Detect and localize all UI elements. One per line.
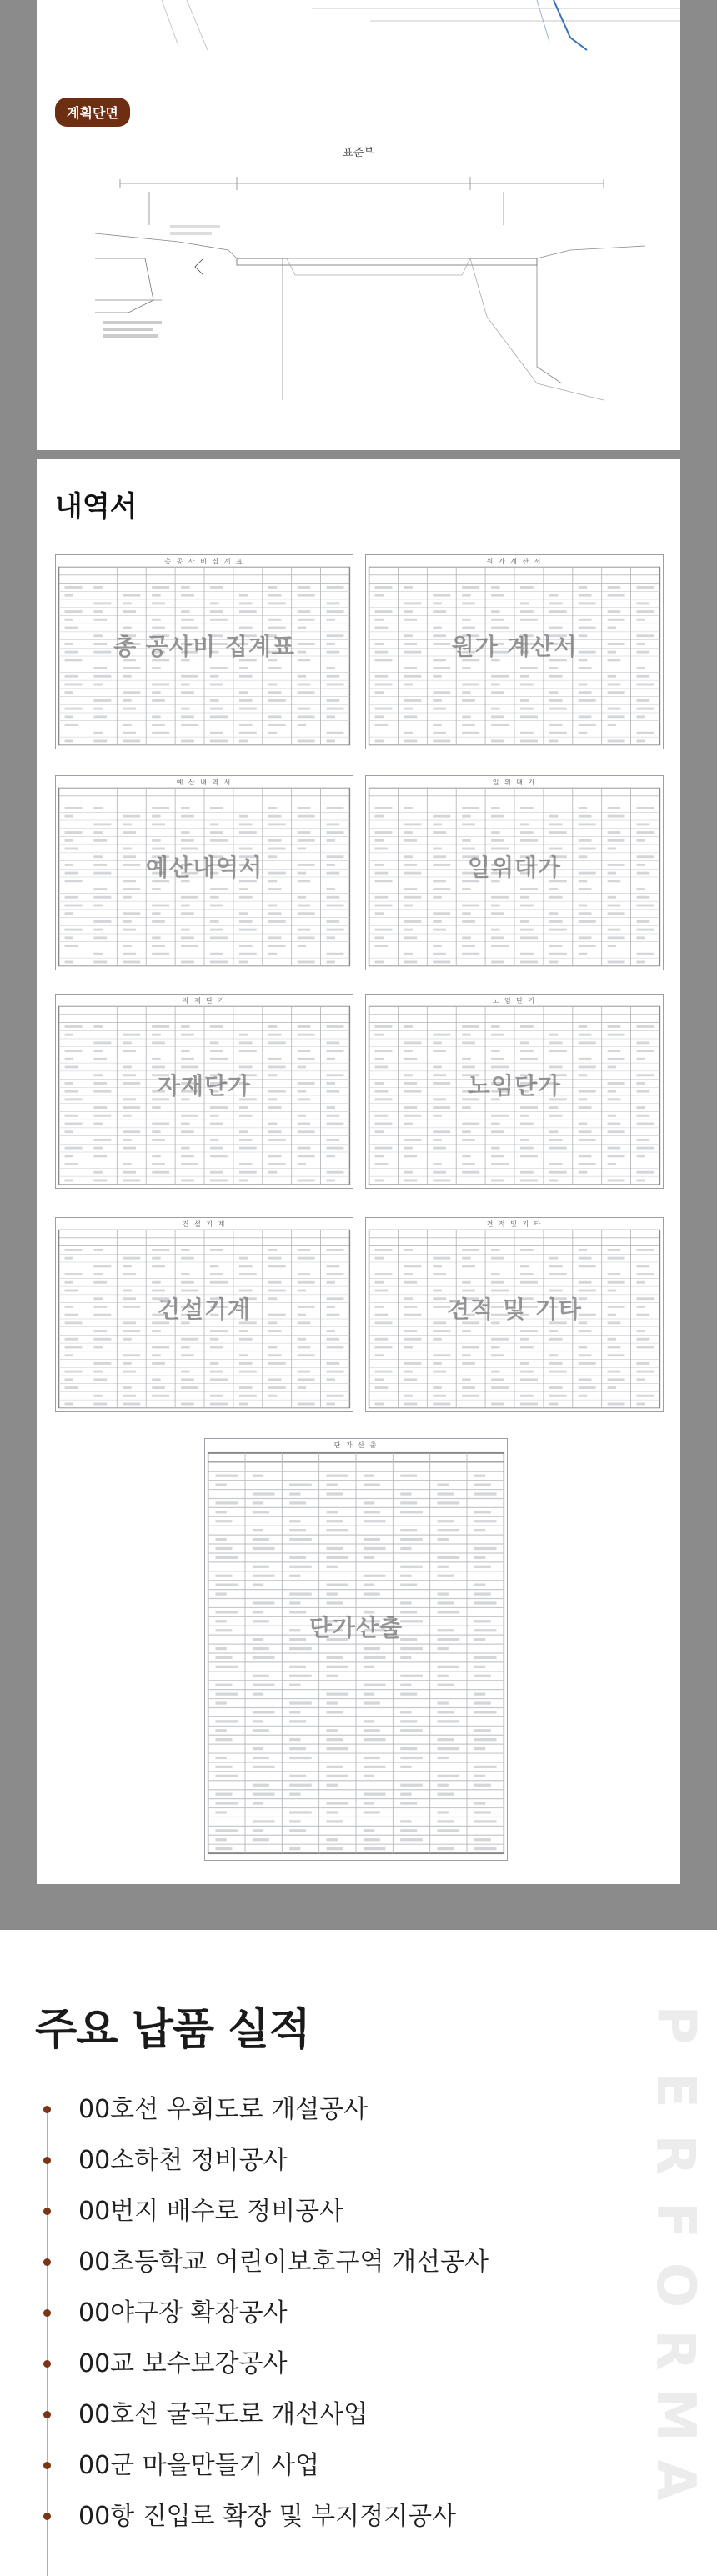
sheet-caption: 총 공 사 비 집 계 표: [164, 558, 244, 565]
side-word-letter: R: [644, 2134, 706, 2176]
sheet-label: 단가산출: [308, 1614, 404, 1641]
side-word-letter: R: [644, 2329, 706, 2371]
sheet-unit-price-breakdown: [365, 775, 664, 970]
sheet-construction-machinery: [55, 1217, 353, 1412]
plan-section-badge: 계획단면: [55, 98, 130, 127]
list-item: 00항 진입로 확장 및 부지정지공사: [43, 2491, 489, 2542]
list-item: 00군 마을만들기 사업: [43, 2440, 489, 2491]
sheet-caption: 자 재 단 가: [182, 997, 227, 1005]
side-word-letter: O: [644, 2262, 706, 2308]
performance-list: [43, 2084, 489, 2542]
list-item: 00번지 배수로 정비공사: [43, 2186, 489, 2237]
sheet-material-prices: [55, 994, 353, 1189]
sheet-labor-prices: [365, 994, 664, 1189]
sheet-label: 일위대가: [467, 854, 562, 881]
breakdown-panel: [37, 459, 680, 1884]
sheet-caption: 노 임 단 가: [492, 997, 537, 1005]
plan-section-panel: [37, 0, 680, 450]
sheet-label: 총 공사비 집계표: [113, 633, 295, 660]
breakdown-title: 내역서: [55, 490, 138, 524]
sheet-caption: 건 설 기 계: [182, 1220, 227, 1228]
drawing-title: 표준부: [343, 147, 374, 159]
sheet-caption: 단 가 산 출: [333, 1441, 379, 1449]
list-item: 00호선 굴곡도로 개선사업: [43, 2389, 489, 2440]
sheet-caption: 예 산 내 역 서: [176, 779, 233, 786]
sheet-label: 건설기계: [157, 1296, 252, 1323]
sheet-label: 자재단가: [157, 1072, 252, 1100]
sheet-total-cost-summary: [55, 554, 353, 749]
sheet-label: 노임단가: [467, 1072, 562, 1100]
sheet-label: 예산내역서: [145, 854, 263, 881]
side-word-letter: E: [644, 2072, 706, 2108]
list-item: 00소하천 정비공사: [43, 2135, 489, 2186]
sheet-cost-statement: [365, 554, 664, 749]
side-word-letter: M: [644, 2388, 706, 2442]
sheet-caption: 견 적 및 기 타: [486, 1220, 543, 1228]
side-word-letter: A: [644, 2459, 706, 2501]
performance-side-word: [644, 1992, 706, 2513]
sheet-budget-details: [55, 775, 353, 970]
list-item: 00교 보수보강공사: [43, 2338, 489, 2389]
side-word-letter: F: [644, 2202, 706, 2238]
cross-section-drawing: [70, 133, 654, 421]
sheet-caption: 원 가 계 산 서: [486, 558, 543, 565]
performance-title: 주요 납품 실적: [35, 2005, 310, 2055]
list-item: 00초등학교 어린이보호구역 개선공사: [43, 2237, 489, 2288]
sheet-label: 견적 및 기타: [447, 1296, 582, 1323]
side-word-letter: P: [644, 2005, 706, 2045]
sheet-unit-price-calculation: [204, 1438, 508, 1861]
sheet-label: 원가 계산서: [451, 633, 578, 660]
table-grid: [205, 1449, 507, 1857]
list-item: 00호선 우회도로 개설공사: [43, 2084, 489, 2135]
drawing-fragment: [37, 0, 680, 58]
list-item: 00야구장 확장공사: [43, 2288, 489, 2338]
sheet-quotes-etc: [365, 1217, 664, 1412]
sheet-caption: 일 위 대 가: [492, 779, 537, 786]
